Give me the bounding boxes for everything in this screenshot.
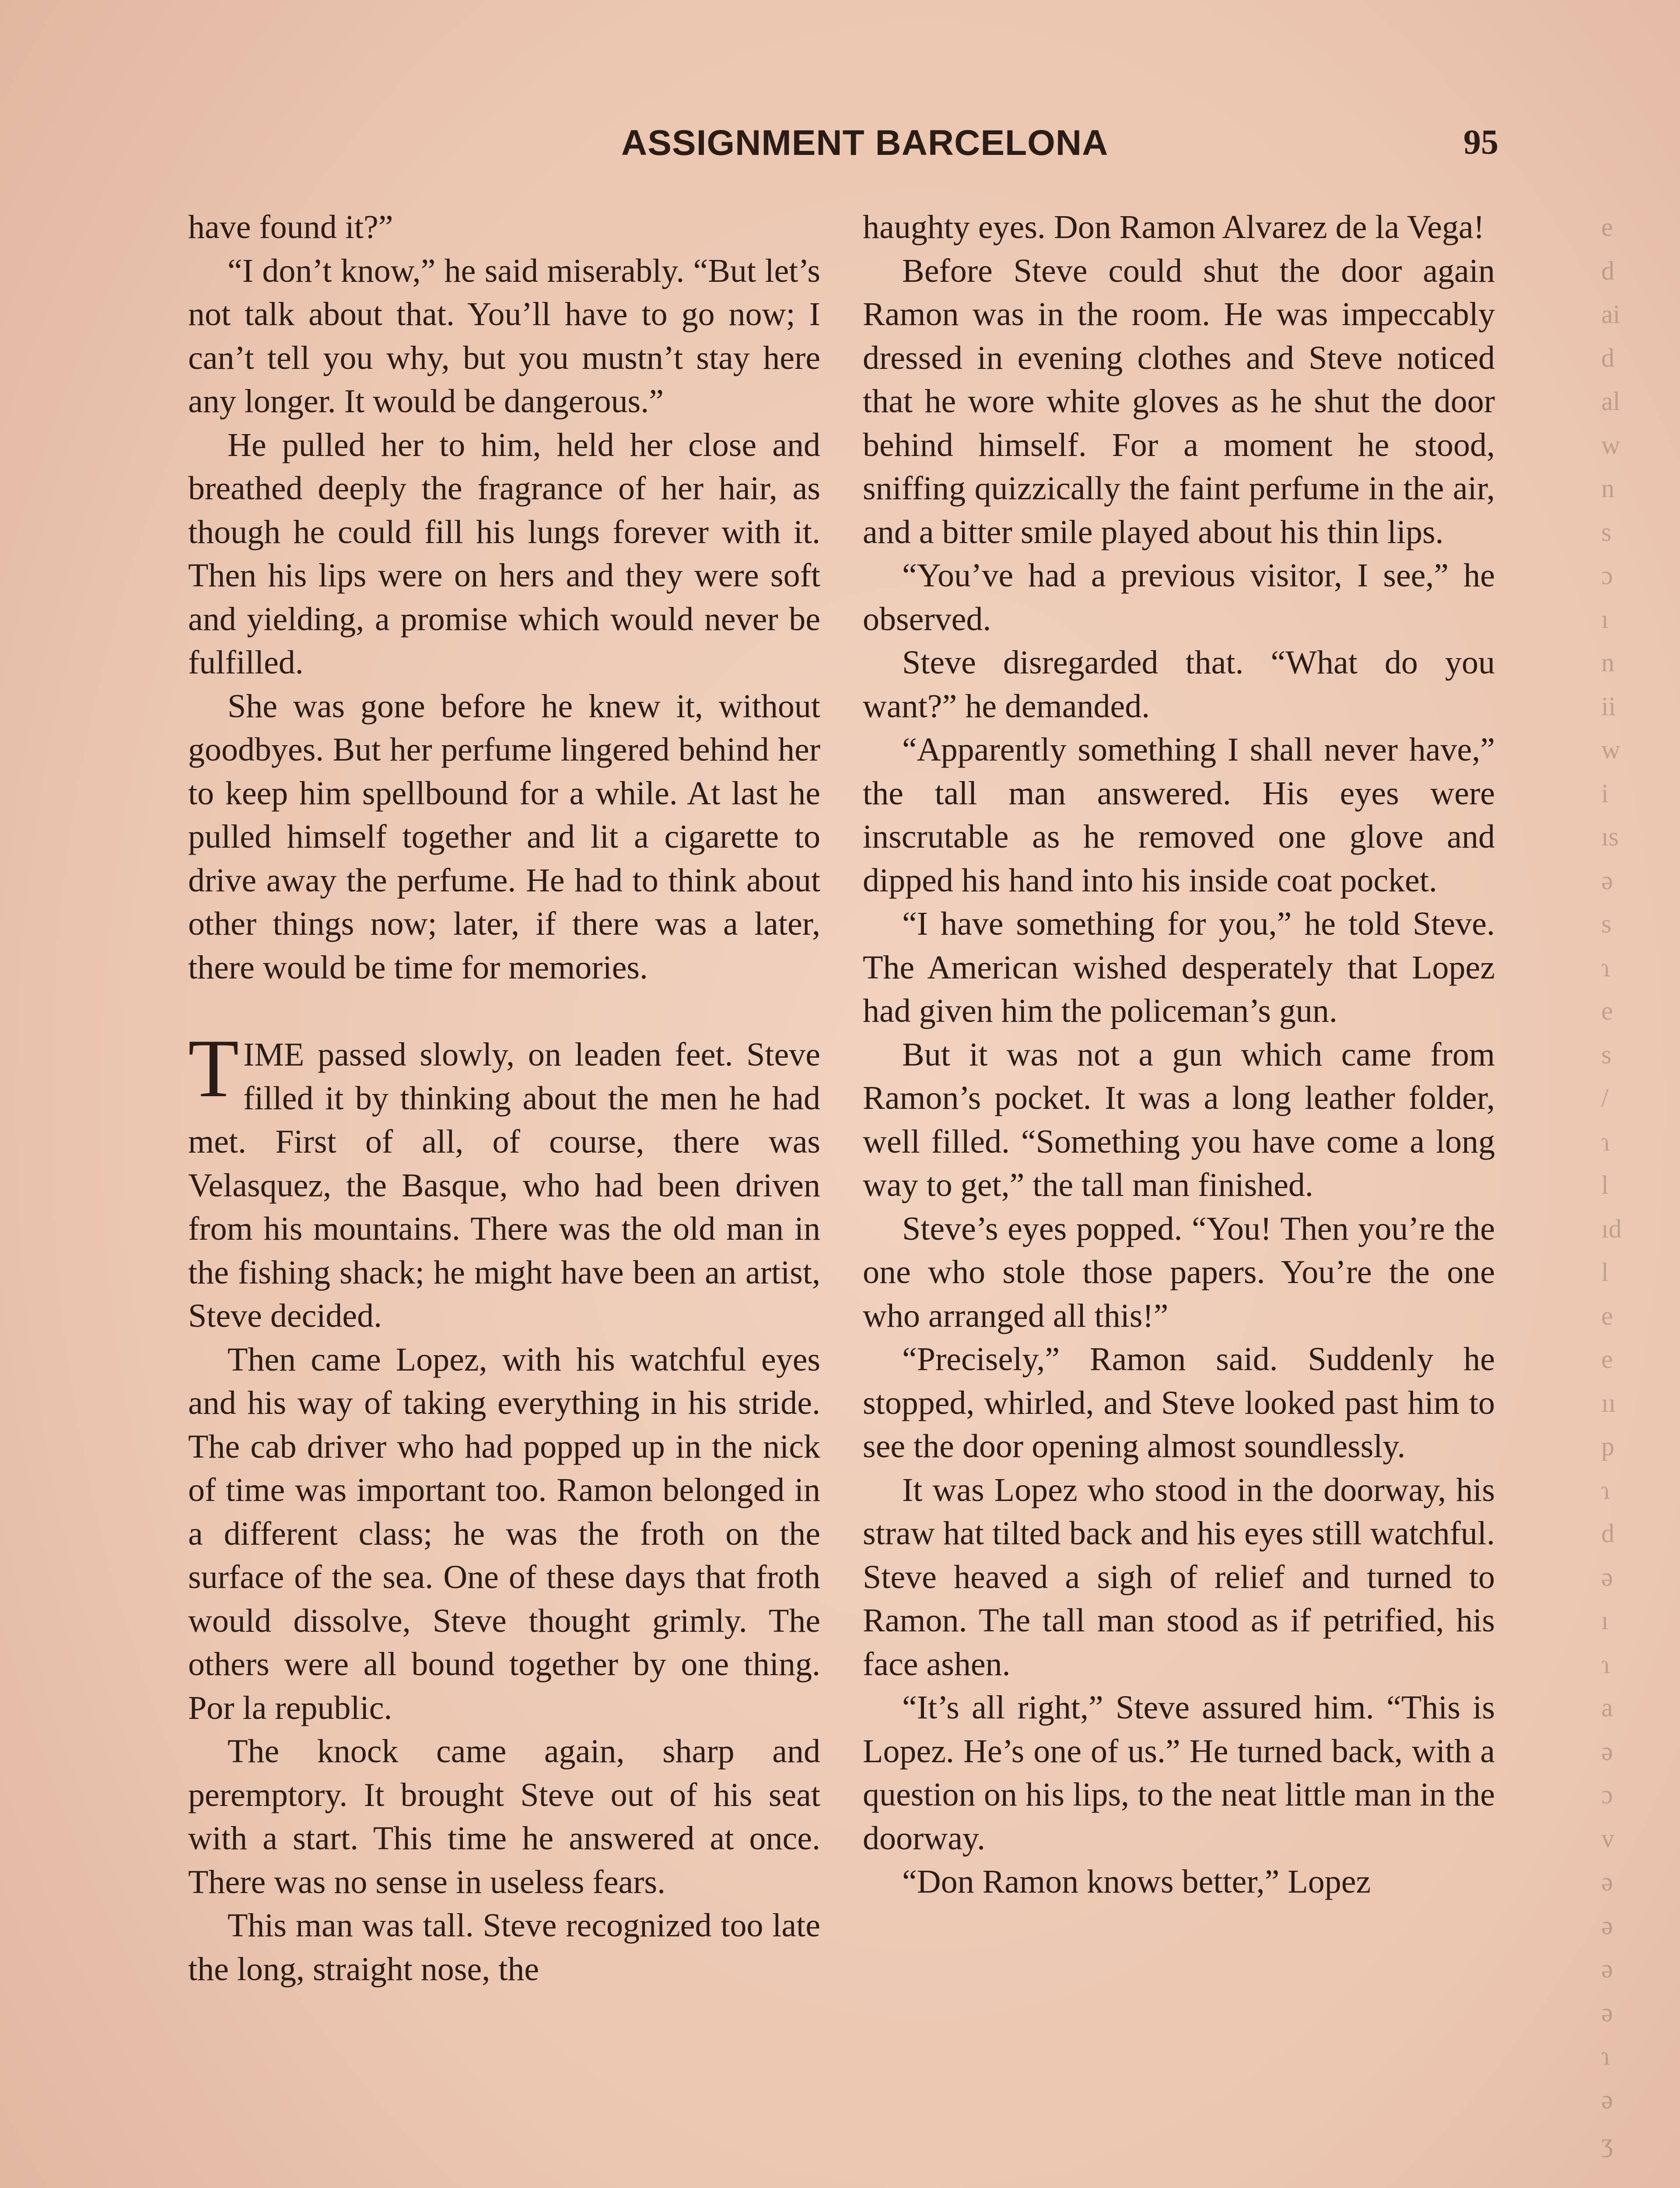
paragraph: But it was not a gun which came from Ramon’s pocket. It was a long leather folder, well filled. “Something you have come a long way to get,” the tall man finished. xyxy=(863,1036,1495,1203)
page-header xyxy=(0,123,1680,175)
paragraph: Before Steve could shut the door again Ramon was in the room. He was impeccably dressed in evening clothes and Steve noticed that he wore white gloves as he shut the door behind himself. For a moment he stood, sniffing quizzically the faint perfume in the air, and a bitter smile played about his thin lips. xyxy=(863,252,1495,551)
paragraph: “You’ve had a previous visitor, I see,” he observed. xyxy=(863,557,1495,638)
left-column xyxy=(188,206,820,1991)
paragraph: Then came Lopez, with his watchful eyes and his way of taking everything in his stride. The cab driver who had popped up in the nick of time was important too. Ramon belonged in a different class; he was the froth on the surface of the sea. One of these days that froth would dissolve, Steve thought grimly. The others were all bound together by one thing. Por la republic. xyxy=(188,1341,820,1726)
paragraph: It was Lopez who stood in the doorway, his straw hat tilted back and his eyes still watchful. Steve heaved a sigh of relief and turned to Ramon. The tall man stood as if petrified, his face ashen. xyxy=(863,1471,1495,1683)
section-opening-paragraph xyxy=(188,1023,820,1338)
paragraph: Steve disregarded that. “What do you want?” he demanded. xyxy=(863,644,1495,725)
paragraph: Steve’s eyes popped. “You! Then you’re the one who stole those papers. You’re the one who arranged all this!” xyxy=(863,1210,1495,1334)
paragraph: “I don’t know,” he said miserably. “But let’s not talk about that. You’ll have to go now; I can’t tell you why, but you mustn’t stay here any longer. It would be dangerous.” xyxy=(188,252,820,420)
paragraph: have found it?” xyxy=(188,209,393,245)
paragraph: “Precisely,” Ramon said. Suddenly he stopped, whirled, and Steve looked past him to see the door opening almost soundlessly. xyxy=(863,1341,1495,1465)
paragraph: “Apparently something I shall never have,” the tall man answered. His eyes were inscrutable as he removed one glove and dipped his hand into his inside coat pocket. xyxy=(863,731,1495,899)
left-column-paragraphs xyxy=(188,206,820,989)
page-number: 95 xyxy=(1463,123,1498,161)
paragraph: “It’s all right,” Steve assured him. “This is Lopez. He’s one of us.” He turned back, with a question on his lips, to the neat little man in the doorway. xyxy=(863,1689,1495,1857)
right-column-paragraphs xyxy=(863,206,1495,1904)
paragraph: “Don Ramon knows better,” Lopez xyxy=(902,1863,1371,1900)
section-paragraphs xyxy=(188,1338,820,1992)
paragraph: This man was tall. Steve recognized too late the long, straight nose, the xyxy=(188,1907,820,1988)
drop-cap: T xyxy=(188,1023,239,1115)
running-title: ASSIGNMENT BARCELONA xyxy=(621,123,1109,163)
section-break xyxy=(188,989,820,1033)
paragraph: He pulled her to him, held her close and breathed deeply the fragrance of her hair, as though he could fill his lungs forever with it. Then his lips were on hers and they were soft and yielding, a promise which would never be fulfilled. xyxy=(188,426,820,681)
paragraph: “I have something for you,” he told Steve. The American wished desperately that Lopez had given him the policeman’s gun. xyxy=(863,905,1495,1029)
paragraph: haughty eyes. Don Ramon Alvarez de la Vega! xyxy=(863,209,1485,245)
right-column xyxy=(863,206,1495,1904)
show-through-text: e d ai d al w n s ɔ ı n ii w i ıs ə s ɿ e s / ɿ l ıd l e e ıı p ɿ d ə ı ɿ a ə ɔ v ə ə ə ə ɿ ə ʒ xyxy=(1601,213,1622,2157)
paragraph: The knock came again, sharp and peremptory. It brought Steve out of his seat with a start. This time he answered at once. There was no sense in useless fears. xyxy=(188,1733,820,1900)
paragraph: She was gone before he knew it, without goodbyes. But her perfume lingered behind her to keep him spellbound for a while. At last he pulled himself together and lit a cigarette to drive away the perfume. He had to think about other things now; later, if there was a later, there would be time for memories. xyxy=(188,687,820,986)
section-opening-text: IME passed slowly, on leaden feet. Steve filled it by thinking about the men he had met. First of all, of course, there was Velasquez, the Basque, who had been driven from his mountains. There was the old man in the fishing shack; he might have been an artist, Steve decided. xyxy=(188,1036,820,1334)
